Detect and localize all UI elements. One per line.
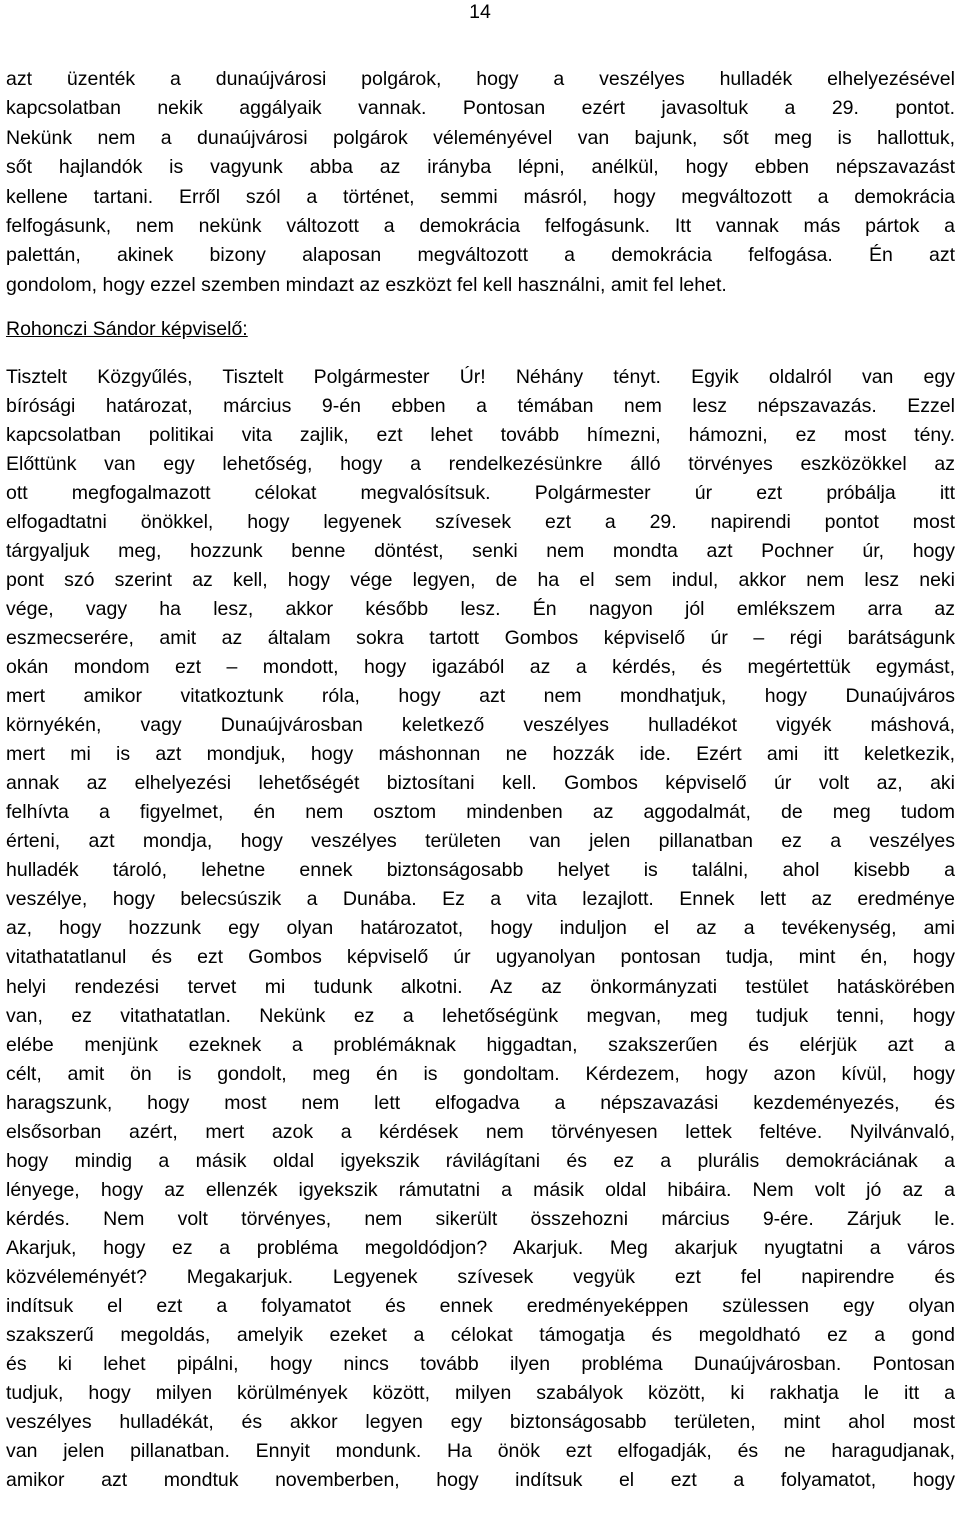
text-line: ott megfogalmazott célokat megvalósítsuk. Polgármester úr ezt próbálja itt	[6, 481, 955, 504]
text-line: mert mi is azt mondjuk, hogy máshonnan ne hozzák ide. Ezért ami itt keletkezik,	[6, 743, 955, 766]
text-line: elébe menjünk ezeknek a problémáknak higgadtan, szakszerűen és elérjük azt a	[6, 1033, 955, 1056]
text-line: kérdés. Nem volt törvényes, nem sikerült összehozni március 9-ére. Zárjuk le.	[6, 1207, 955, 1230]
text-line: okán mondom ezt – mondott, hogy igazából az a kérdés, és megértettük egymást,	[6, 656, 955, 678]
text-line: célt, amit ön is gondolt, meg én is gondoltam. Kérdezem, hogy azon kívül, hogy	[6, 1062, 955, 1085]
text-line: elfogadtatni önökkel, hogy legyenek szívesek ezt a 29. napirendi pontot most	[6, 510, 955, 533]
text-line: azt üzenték a dunaújvárosi polgárok, hogy a veszélyes hulladék elhelyezésével	[6, 68, 955, 90]
text-line: amikor azt mondtuk novemberben, hogy indítsuk el ezt a folyamatot, hogy	[6, 1469, 955, 1492]
text-line: vitathatatlanul és ezt Gombos képviselő úr ugyanolyan pontosan tudja, mint én, hogy	[6, 946, 955, 969]
text-line: az, hogy hozzunk egy olyan határozatot, hogy induljon el az a tevékenység, ami	[6, 917, 955, 940]
text-line: veszélyes hulladékát, és akkor legyen egy biztonságosabb területen, mint ahol most	[6, 1411, 955, 1434]
text-line: Akarjuk, hogy ez a probléma megoldódjon? Akarjuk. Meg akarjuk nyugtatni a város	[6, 1236, 955, 1259]
speaker-heading: Rohonczi Sándor képviselő:	[6, 318, 248, 341]
text-line: eszmecserére, amit az általam sokra tartott Gombos képviselő úr – régi barátságunk	[6, 626, 955, 649]
text-line: gondolom, hogy ezzel szemben mindazt az eszközt fel kell használni, amit fel lehet.	[6, 273, 727, 296]
text-line: szakszerű megoldás, amelyik ezeket a célokat támogatja és megoldható ez a gond	[6, 1324, 955, 1347]
page-content	[6, 65, 955, 1495]
text-line: tárgyaljuk meg, hozzunk benne döntést, senki nem mondta azt Pochner úr, hogy	[6, 539, 955, 562]
text-line: van, ez vitathatatlan. Nekünk ez a lehetőségünk megvan, meg tudjuk tenni, hogy	[6, 1004, 955, 1027]
text-line: kapcsolatban nekik aggályaik vannak. Pontosan ezért javasoltuk a 29. pontot.	[6, 97, 955, 120]
text-line: elsősorban azért, mert azok a kérdések nem törvényesen lettek feltéve. Nyilvánvaló,	[6, 1120, 955, 1143]
text-line: vége, vagy ha lesz, akkor később lesz. Én nagyon jól emlékszem arra az	[6, 597, 955, 620]
text-line: hulladék tároló, lehetne ennek biztonságosabb helyet is találni, ahol kisebb a	[6, 859, 955, 882]
text-line: kellene tartani. Erről szól a történet, semmi másról, hogy megváltozott a demokrácia	[6, 185, 955, 208]
text-line: kapcsolatban politikai vita zajlik, ezt lehet tovább hímezni, hámozni, ez most tény.	[6, 423, 955, 446]
text-line: veszélye, hogy belecsúszik a Dunába. Ez a vita lezajlott. Ennek lett az eredménye	[6, 888, 955, 911]
text-line: Nekünk nem a dunaújvárosi polgárok véleményével van bajunk, sőt meg is hallottuk,	[6, 126, 955, 149]
text-line: felfogásunk, nem nekünk változott a demokrácia felfogásunk. Itt vannak más pártok a	[6, 214, 955, 237]
text-line: környékén, vagy Dunaújvárosban keletkező veszélyes hulladékot vigyék máshová,	[6, 714, 955, 737]
text-line: lényege, hogy az ellenzék igyekszik rámutatni a másik oldal hibáira. Nem volt jó az a	[6, 1178, 955, 1201]
text-line: és ki lehet pipálni, hogy nincs tovább ilyen probléma Dunaújvárosban. Pontosan	[6, 1353, 955, 1376]
text-line: mert amikor vitatkoztunk róla, hogy azt nem mondhatjuk, hogy Dunaújváros	[6, 685, 955, 708]
text-line: felhívta a figyelmet, én nem osztom mindenben az aggodalmát, de meg tudom	[6, 801, 955, 824]
text-line: annak az elhelyezési lehetőségét biztosítani kell. Gombos képviselő úr volt az, aki	[6, 772, 955, 795]
text-line: érteni, azt mondja, hogy veszélyes területen van jelen pillanatban ez a veszélyes	[6, 830, 955, 853]
text-line: Tisztelt Közgyűlés, Tisztelt Polgármester Úr! Néhány tényt. Egyik oldalról van egy	[6, 365, 955, 388]
text-line: hogy mindig a másik oldal igyekszik rávilágítani és ez a plurális demokráciának a	[6, 1149, 955, 1172]
text-line: közvéleményét? Megakarjuk. Legyenek szívesek vegyük ezt fel napirendre és	[6, 1265, 955, 1288]
text-line: tudjuk, hogy milyen körülmények között, milyen szabályok között, ki rakhatja le itt a	[6, 1382, 955, 1405]
text-line: haragszunk, hogy most nem lett elfogadva a népszavazási kezdeményezés, és	[6, 1091, 955, 1114]
paragraph-intro	[6, 65, 955, 300]
text-line: Előttünk van egy lehetőség, hogy a rendelkezésünkre álló törvényes eszközökkel az	[6, 452, 955, 475]
text-line: indítsuk el ezt a folyamatot és ennek eredményeképpen szülessen egy olyan	[6, 1295, 955, 1318]
page-number: 14	[469, 1, 491, 23]
text-line: bírósági határozat, március 9-én ebben a témában nem lesz népszavazás. Ezzel	[6, 394, 955, 417]
text-line: helyi rendezési tervet mi tudunk alkotni. Az az önkormányzati testület hatáskörében	[6, 975, 955, 998]
text-line: palettán, akinek bizony alaposan megváltozott a demokrácia felfogása. Én azt	[6, 244, 955, 267]
text-line: van jelen pillanatban. Ennyit mondunk. Ha önök ezt elfogadják, és ne haragudjanak,	[6, 1440, 955, 1463]
paragraph-speech	[6, 363, 955, 1496]
text-line: pont szó szerint az kell, hogy vége legyen, de ha el sem indul, akkor nem lesz neki	[6, 568, 955, 591]
text-line: sőt hajlandók is vagyunk abba az irányba lépni, anélkül, hogy ebben népszavazást	[6, 156, 955, 179]
